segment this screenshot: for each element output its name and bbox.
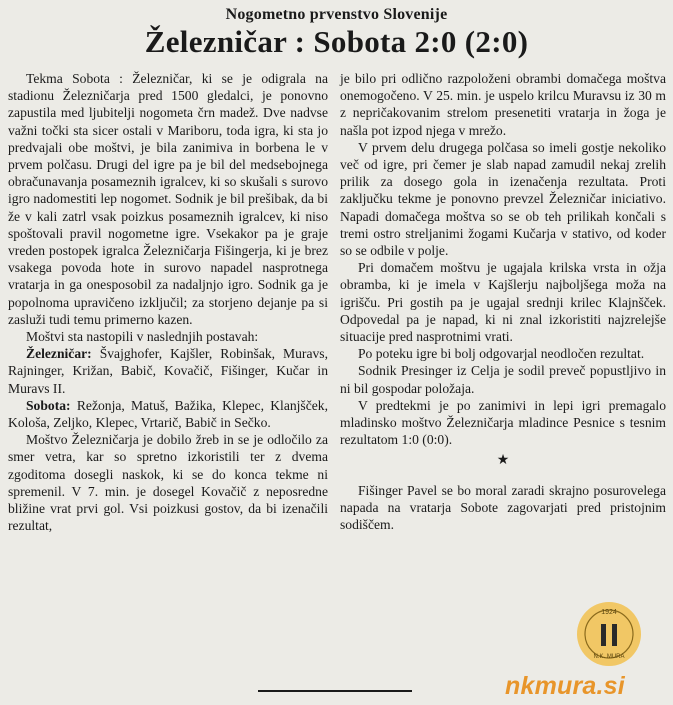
paragraph: V prvem delu drugega polčasa so imeli gostje nekoliko več od igre, pri čemer je slab napad zamudil nekaj zrelih prilik za dosego gola in izenačenja rezultata. Proti zaključku tekme je ponovno prevzel Železničar iniciativo. Napadi domačega moštva so se ob teh prilikah končali s tremi ostro streljanimi žogami Kučarja v stativo, od koder so se odbile v polje. <box>340 139 666 259</box>
lineup-away-players: Režonja, Matuš, Bažika, Klepec, Klanjšček, Kološa, Zeljko, Klepec, Vrtarič, Babič in Sečko. <box>8 397 328 431</box>
logo-year: 1924 <box>601 609 617 616</box>
separator-star-icon: ★ <box>496 453 510 469</box>
lineup-home <box>8 345 328 397</box>
lineup-home-label: Železničar: <box>26 346 92 362</box>
paragraph: Fišinger Pavel se bo moral zaradi skrajno posurovelega napada na vratarja Sobote zagovarjati pred pristojnim sodiščem. <box>340 482 666 533</box>
article-kicker: Nogometno prvenstvo Slovenije <box>225 6 448 23</box>
article-headline: Železničar : Sobota 2:0 (2:0) <box>144 24 529 59</box>
club-logo-icon <box>575 600 643 668</box>
paragraph: Moštvi sta nastopili v naslednjih postavah: <box>26 329 259 345</box>
paragraph: Tekma Sobota : Železničar, ki se je odigrala na stadionu Železničarja pred 1500 gledalci, je ponovno zapustila med ljubitelji nogometa črn madež. Dve nadvse važni točki sta sicer ostali v Mariboru, toda igra, ki sta jo predvajali obe moštvi, je bila zanimiva in borbena le v prvem polčasu. Drugi del igre pa je bil del medsebojnega obračunavanja posameznih igralcev, ki so skušali s surovo igro nadomestiti lep nogomet. Sodnik je bil prešibak, da bi že v kali zatrl vsak poizkus posameznih igralcev, ki niso spoštovali pravil nogometne igre. Vsekakor pa je graje vreden postopek igralca Železničarja Fišingerja, ki je brez vsakega povoda hote in surovo napadel nasprotnega vratarja in ga onesposobil za nadaljnjo igro. Sodnik ga je popolnoma upravičeno izključil; za storjeno dejanje pa si zasluži tudi temu primerno kazen. <box>8 71 328 327</box>
end-rule <box>258 690 412 692</box>
article-left-column <box>8 70 328 534</box>
lineup-away-label: Sobota: <box>26 397 71 413</box>
paragraph: Pri domačem moštvu je ugajala krilska vrsta in ožja obramba, ki je imela v Kajšlerju najboljšega moža na igrišču. Pri gostih pa je ugajal srednji krilec Klajnšček. Odpovedal pa je napad, ki ni znal izkoristiti najzrelejše situacije pred nasprotnimi vrati. <box>340 260 666 345</box>
article-right-column <box>340 70 666 533</box>
paragraph: je bilo pri odlično razpoloženi obrambi domačega moštva onemogočeno. V 25. min. je uspelo krilcu Muravsu iz 30 m z nepričakovanim strelom presenetiti vratarja in žoga je našla pot izpod njega v mrežo. <box>340 71 666 138</box>
logo-text: N.K. MURA <box>593 654 625 660</box>
lineup-away <box>8 397 328 431</box>
paragraph: Po poteku igre bi bolj odgovarjal neodločen rezultat. <box>358 346 645 362</box>
paragraph: Moštvo Železničarja je dobilo žreb in se je odločilo za smer vetra, kar so spretno izkoristili ter z dvema zgoditoma dosegli naskok, ki se do konca tekme ni spremenil. V 7. min. je dosegel Kovačič z neposredne bližine vrat prvi gol. Vsi poizkusi gostov, da bi izenačili rezultat, <box>8 432 328 534</box>
paragraph: V predtekmi je po zanimivi in lepi igri premagalo mladinsko moštvo Železničarja mladince Pesnice s tesnim rezultatom 1:0 (0:0). <box>340 397 666 448</box>
paragraph: Sodnik Presinger iz Celja je sodil preveč popustljivo in ni bil gospodar položaja. <box>340 363 666 396</box>
lineup-home-players: Švajghofer, Kajšler, Robinšak, Muravs, Rajninger, Križan, Babič, Kovačič, Fišinger, Kučar in Muravs II. <box>8 346 328 396</box>
site-watermark: nkmura.si <box>505 672 625 700</box>
